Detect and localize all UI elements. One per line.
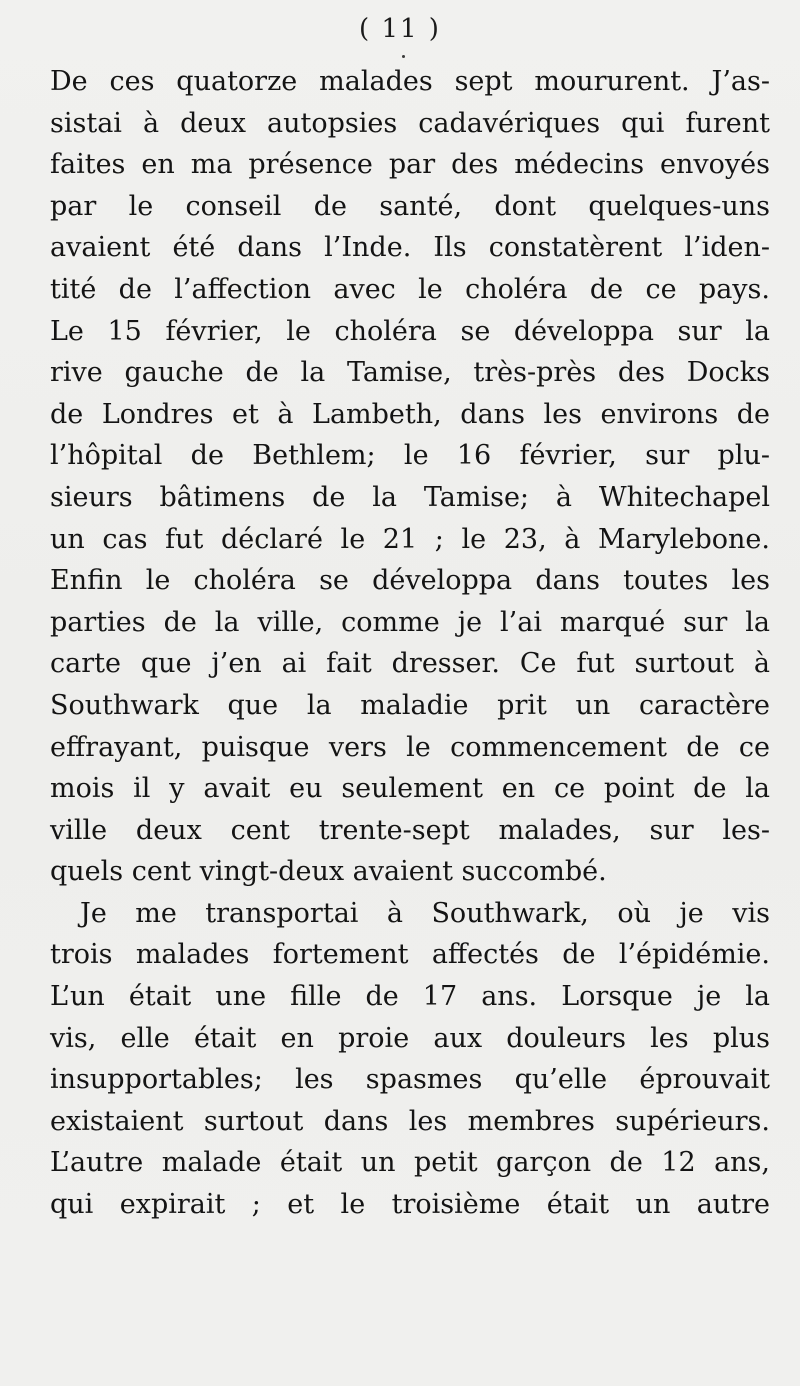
text-line: l’hôpital de Bethlem; le 16 février, sur plu- <box>50 440 770 472</box>
text-line: trois malades fortement affectés de l’épidémie. <box>50 939 770 971</box>
text-line: de Londres et à Lambeth, dans les environs de <box>50 398 770 430</box>
page-number: ( 11 ) <box>359 14 441 44</box>
text-line: par le conseil de santé, dont quelques-uns <box>50 190 770 222</box>
text-line: avaient été dans l’Inde. Ils constatèrent l’iden- <box>50 232 770 264</box>
body-text <box>50 61 770 1226</box>
text-line: qui expirait ; et le troisième était un autre <box>50 1189 770 1221</box>
text-line: Enfin le choléra se développa dans toutes les <box>50 565 770 597</box>
text-line: sistai à deux autopsies cadavériques qui furent <box>50 107 770 139</box>
text-line: insupportables; les spasmes qu’elle éprouvait <box>50 1064 770 1096</box>
text-line: faites en ma présence par des médecins envoyés <box>50 149 770 181</box>
text-line: mois il y avait eu seulement en ce point de la <box>50 773 770 805</box>
ink-speck <box>402 55 405 58</box>
text-line: parties de la ville, comme je l’ai marqué sur la <box>50 606 770 638</box>
text-line: carte que j’en ai fait dresser. Ce fut surtout à <box>50 648 770 680</box>
text-line: De ces quatorze malades sept moururent. J’as- <box>50 66 770 97</box>
text-line: ville deux cent trente-sept malades, sur les- <box>50 814 770 846</box>
text-line: tité de l’affection avec le choléra de ce pays. <box>50 273 770 305</box>
text-line: existaient surtout dans les membres supérieurs. <box>50 1105 770 1137</box>
text-line: sieurs bâtimens de la Tamise; à Whitechapel <box>50 481 770 513</box>
text-line: Southwark que la maladie prit un caractère <box>50 689 770 721</box>
text-line: rive gauche de la Tamise, très-près des Docks <box>50 357 770 389</box>
text-line: Je me transportai à Southwark, où je vis <box>80 897 770 929</box>
text-line: vis, elle était en proie aux douleurs les plus <box>50 1022 770 1054</box>
text-line: un cas fut déclaré le 21 ; le 23, à Marylebone. <box>50 523 770 555</box>
text-line: L’autre malade était un petit garçon de 12 ans, <box>50 1147 770 1179</box>
text-line: L’un était une fille de 17 ans. Lorsque je la <box>50 981 770 1013</box>
text-line: quels cent vingt-deux avaient succombé. <box>50 856 607 888</box>
text-line: Le 15 février, le choléra se développa sur la <box>50 315 770 347</box>
text-line: effrayant, puisque vers le commencement de ce <box>50 731 770 763</box>
